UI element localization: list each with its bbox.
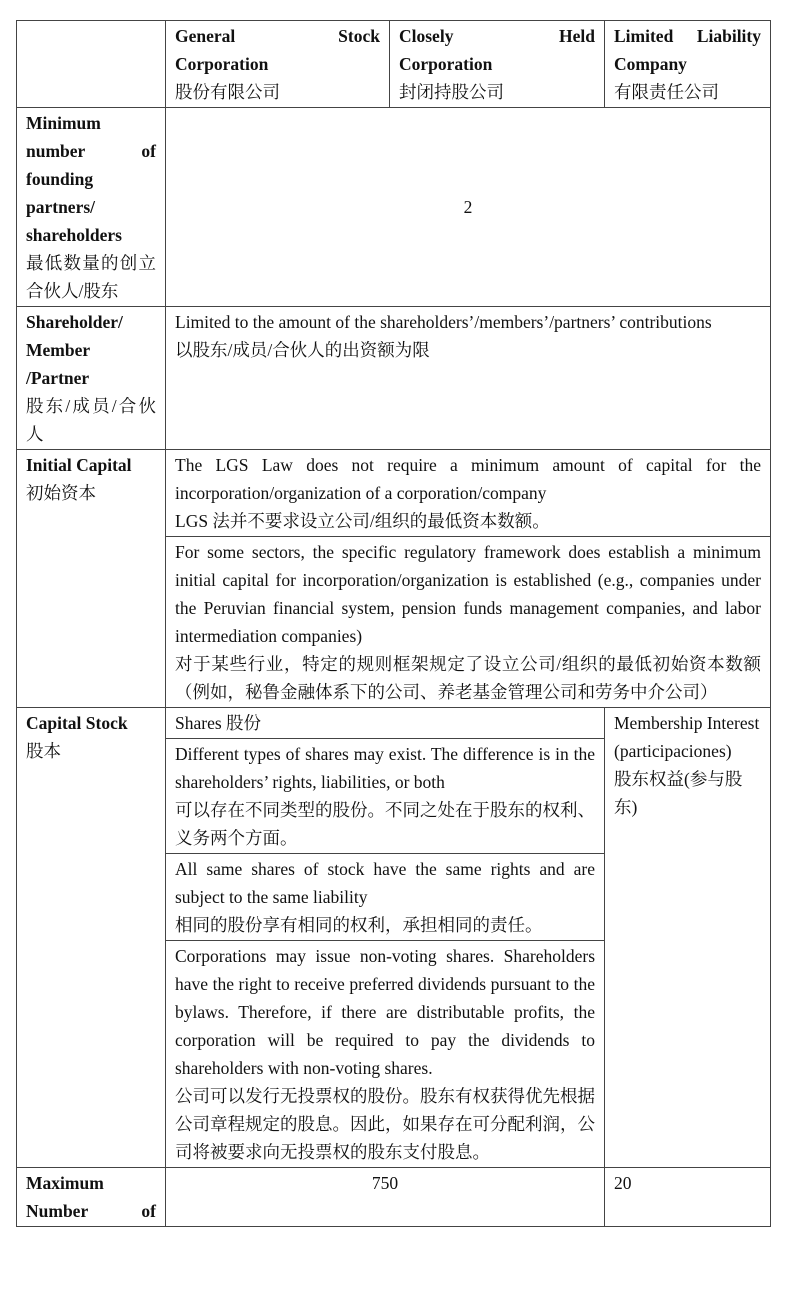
header-closely-held-en-top: Closely Held — [399, 26, 595, 46]
max-number-llc-cell — [605, 1168, 771, 1227]
shares-p3-en: Corporations may issue non-voting shares. Shareholders have the right to receive preferred dividends pursuant to the bylaws. Therefore, if there are distributable profits, the corporation will be required to pay the dividends to shareholders with non-voting shares. — [175, 946, 595, 1078]
capital-stock-llc-zh: 股东权益(参与股东) — [614, 769, 743, 817]
shareholder-value-en: Limited to the amount of the shareholders’/members’/partners’ contributions — [175, 312, 712, 332]
founders-label-en: Minimum number of founding partners/ shareholders — [26, 113, 156, 245]
initial-capital-label-en: Initial Capital — [26, 455, 132, 475]
max-number-llc-value: 20 — [614, 1173, 632, 1193]
max-number-row — [17, 1168, 771, 1227]
shares-p2-zh: 相同的股份享有相同的权利，承担相同的责任。 — [175, 915, 543, 935]
shares-paragraph-1 — [166, 739, 604, 854]
max-number-label-en: Maximum Number of — [26, 1173, 156, 1221]
max-number-label-cell — [17, 1168, 166, 1227]
header-closely-held-zh: 封闭持股公司 — [399, 82, 504, 102]
initial-capital-subtable — [166, 450, 770, 707]
max-number-corp-value: 750 — [371, 1173, 399, 1193]
capital-stock-label-cell — [17, 708, 166, 1168]
header-llc — [605, 21, 771, 108]
initial-capital-value-cell — [166, 450, 771, 708]
initial-capital-paragraph-2 — [166, 537, 770, 708]
shares-p3-zh: 公司可以发行无投票权的股份。股东有权获得优先根据公司章程规定的股息。因此，如果存在可分配利润，公司将被要求向无投票权的股东支付股息。 — [175, 1086, 595, 1162]
header-general-stock — [166, 21, 390, 108]
initial-capital-p2-en: For some sectors, the specific regulatory framework does establish a minimum initial capital for incorporation/organization is established (e.g., companies under the Peruvian financial system, pension funds management companies, and labor intermediation companies) — [175, 542, 761, 646]
capital-stock-label-en: Capital Stock — [26, 713, 128, 733]
header-empty-cell — [17, 21, 166, 108]
max-number-corp-cell — [166, 1168, 605, 1227]
initial-capital-p1-en: The LGS Law does not require a minimum amount of capital for the incorporation/organization of a corporation/company — [175, 455, 761, 503]
capital-stock-label-zh: 股本 — [26, 741, 61, 761]
header-llc-en-bottom: Company — [614, 54, 687, 74]
shareholder-row — [17, 307, 771, 450]
initial-capital-label-zh: 初始资本 — [26, 483, 96, 503]
shares-p1-zh: 可以存在不同类型的股份。不同之处在于股东的权利、义务两个方面。 — [175, 800, 595, 848]
shares-p1-en: Different types of shares may exist. The difference is in the shareholders’ rights, liabilities, or both — [175, 744, 595, 792]
header-closely-held-en-bottom: Corporation — [399, 54, 493, 74]
header-general-stock-zh: 股份有限公司 — [175, 82, 280, 102]
capital-stock-llc-cell — [605, 708, 771, 1168]
founders-value-cell — [166, 108, 771, 307]
capital-stock-llc-en: Membership Interest (participaciones) — [614, 713, 760, 761]
founders-row — [17, 108, 771, 307]
header-general-stock-en-top: General Stock — [175, 26, 380, 46]
initial-capital-p1-zh: LGS 法并不要求设立公司/组织的最低资本数额。 — [175, 511, 550, 531]
shares-p2-en: All same shares of stock have the same rights and are subject to the same liability — [175, 859, 595, 907]
comparison-table — [16, 20, 771, 1227]
header-closely-held — [390, 21, 605, 108]
shareholder-label-zh: 股东/成员/合伙人 — [26, 396, 156, 444]
capital-stock-row — [17, 708, 771, 1168]
header-llc-zh: 有限责任公司 — [614, 82, 719, 102]
header-llc-en-top: Limited Liability — [614, 26, 761, 46]
founders-value: 2 — [463, 197, 473, 217]
shares-paragraph-2 — [166, 854, 604, 941]
header-general-stock-en-bottom: Corporation — [175, 54, 269, 74]
shareholder-value-cell — [166, 307, 771, 450]
header-row — [17, 21, 771, 108]
initial-capital-p2-zh: 对于某些行业，特定的规则框架规定了设立公司/组织的最低初始资本数额（例如，秘鲁金融体系下的公司、养老基金管理公司和劳务中介公司） — [175, 654, 761, 702]
shareholder-label-en: Shareholder/ Member /Partner — [26, 312, 123, 388]
shares-paragraph-3 — [166, 941, 604, 1168]
founders-label-cell — [17, 108, 166, 307]
capital-stock-shares-cell — [166, 708, 605, 1168]
shares-title: Shares 股份 — [166, 708, 604, 739]
shareholder-value-zh: 以股东/成员/合伙人的出资额为限 — [175, 340, 430, 360]
founders-label-zh: 最低数量的创立合伙人/股东 — [26, 253, 156, 301]
initial-capital-paragraph-1 — [166, 450, 770, 537]
capital-stock-subtable — [166, 708, 604, 1167]
shareholder-label-cell — [17, 307, 166, 450]
initial-capital-row — [17, 450, 771, 708]
initial-capital-label-cell — [17, 450, 166, 708]
